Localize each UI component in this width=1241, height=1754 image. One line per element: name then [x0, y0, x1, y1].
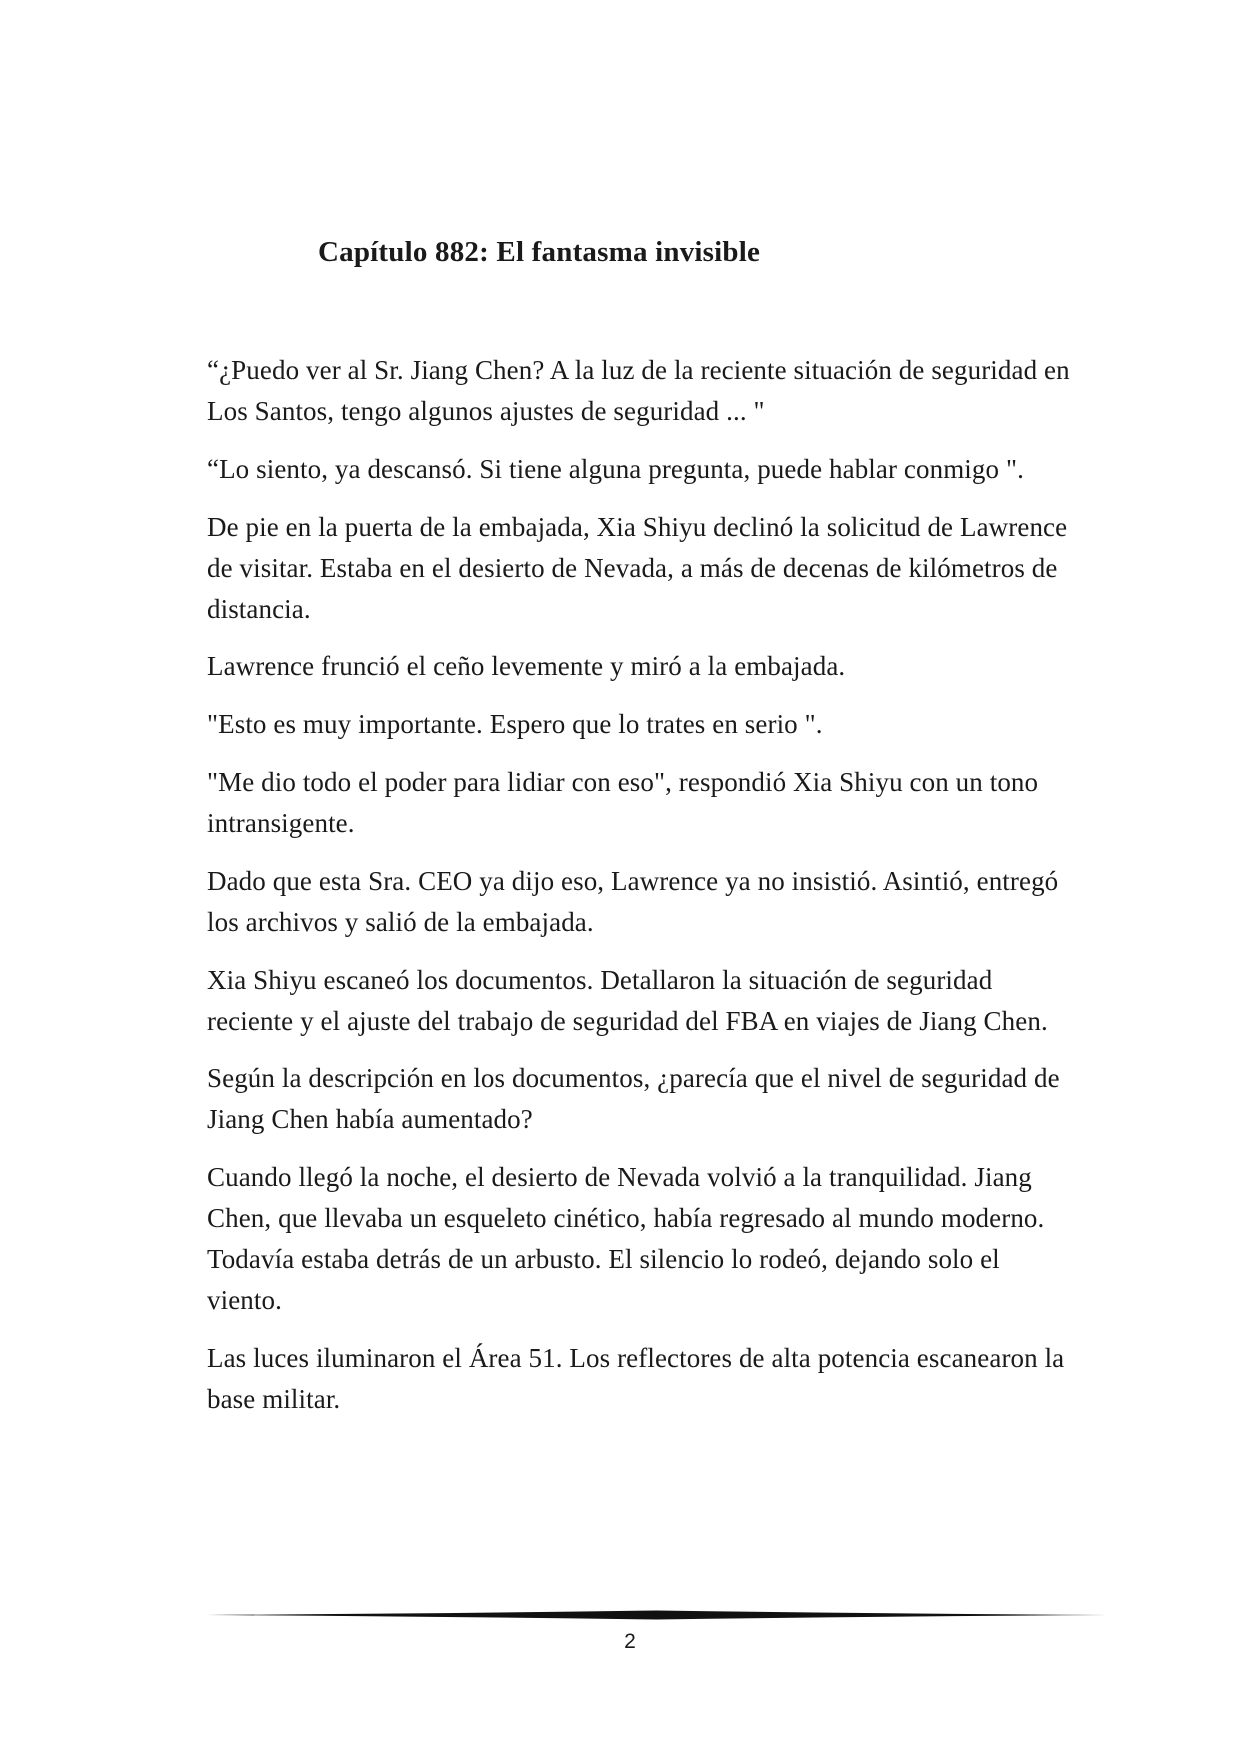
- paragraph: De pie en la puerta de la embajada, Xia Shiyu declinó la solicitud de Lawrence de visitar. Estaba en el desierto de Nevada, a más de decenas de kilómetros de distancia.: [207, 511, 1068, 624]
- paragraph: "Me dio todo el poder para lidiar con eso", respondió Xia Shiyu con un tono intransigente.: [207, 766, 1039, 838]
- paragraph: "Esto es muy importante. Espero que lo trates en serio ".: [207, 709, 823, 740]
- paragraph: “¿Puedo ver al Sr. Jiang Chen? A la luz de la reciente situación de seguridad en Los Santos, tengo algunos ajustes de seguridad ... ": [207, 355, 1070, 426]
- paragraph: Xia Shiyu escaneó los documentos. Detallaron la situación de seguridad reciente y el ajuste del trabajo de seguridad del FBA en viajes de Jiang Chen.: [207, 964, 1048, 1036]
- chapter-title: Capítulo 882: El fantasma invisible: [318, 236, 761, 268]
- paragraph: Cuando llegó la noche, el desierto de Nevada volvió a la tranquilidad. Jiang Chen, que llevaba un esqueleto cinético, había regresado al mundo moderno. Todavía estaba detrás de un arbusto. El silencio lo rodeó, dejando solo el viento.: [207, 1162, 1045, 1316]
- paragraph: Según la descripción en los documentos, ¿parecía que el nivel de seguridad de Jiang Chen había aumentado?: [207, 1063, 1060, 1135]
- footer-divider: [207, 1609, 1107, 1621]
- paragraph: “Lo siento, ya descansó. Si tiene alguna pregunta, puede hablar conmigo ".: [207, 453, 1024, 484]
- paragraph: Las luces iluminaron el Área 51. Los reflectores de alta potencia escanearon la base militar.: [207, 1342, 1065, 1414]
- paragraph: Lawrence frunció el ceño levemente y miró a la embajada.: [207, 651, 846, 682]
- page-number: 2: [624, 1630, 636, 1653]
- chapter-body: [207, 350, 1077, 1437]
- paragraph: Dado que esta Sra. CEO ya dijo eso, Lawrence ya no insistió. Asintió, entregó los archivos y salió de la embajada.: [207, 865, 1059, 937]
